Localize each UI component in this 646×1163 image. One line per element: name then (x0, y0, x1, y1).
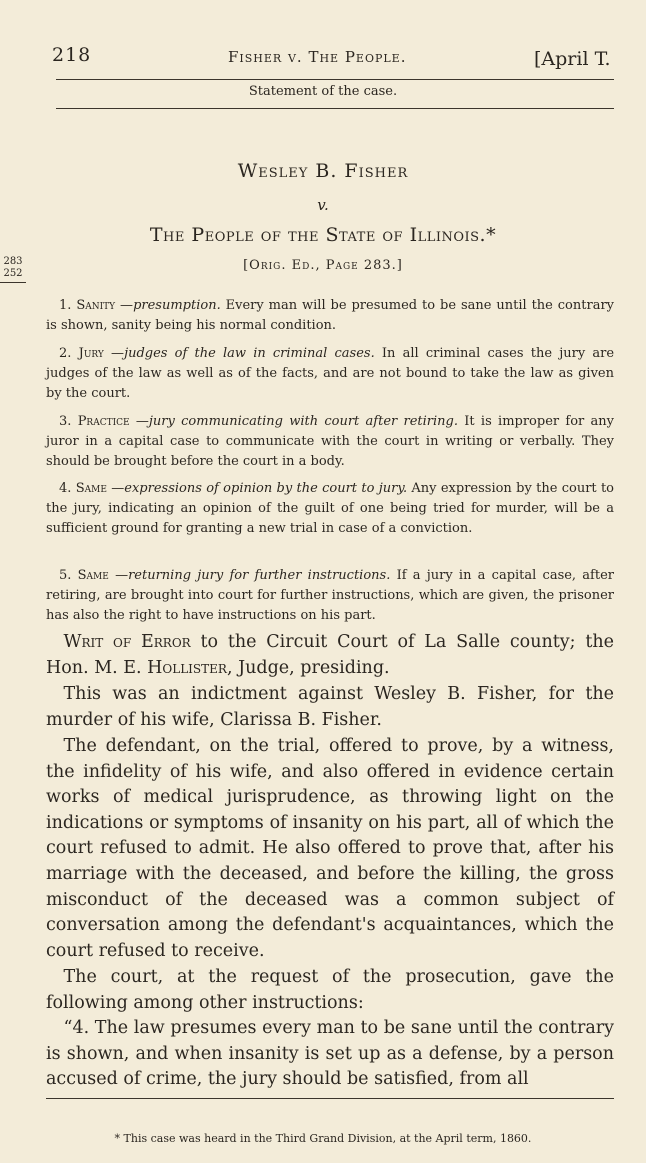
footnote: * This case was heard in the Third Grand Division, at the April term, 1860. (114, 1132, 532, 1145)
margin-citation (0, 256, 26, 283)
headnote-topic: Same (75, 481, 107, 496)
headnote: 5. Same —returning jury for further instructions. If a jury in a capital case, after retiring, are brought into court for further instructions, which are given, the prisoner has also the right to have instructions on his part. (46, 568, 614, 623)
headnote-text: In all criminal cases the jury are judges of the law as well as of the facts, and are not bound to take the law as given by the court. (46, 346, 615, 401)
margin-citation-top: 283 (3, 256, 23, 267)
headnote-topic: Jury (78, 346, 104, 361)
headnote-text: Any expression by the court to the jury, indicating an opinion of the guilt of one being tried for murder, will be a sufficient ground for granting a new trial in case of a conviction. (46, 481, 614, 536)
statement-rule (56, 108, 614, 109)
judge-name: M. E. Hollister (94, 657, 227, 678)
running-head (0, 44, 646, 78)
headnote-subtopic: judges of the law in criminal cases. (124, 346, 375, 361)
headnote-text: It is improper for any juror in a capital case to communicate with the court in writing or verbally. They should be brought before the court in a body. (46, 414, 614, 469)
headnote: 1. Sanity —presumption. Every man will be presumed to be sane until the contrary is shown, sanity being his normal condition. (46, 298, 615, 333)
body-paragraph: The defendant, on the trial, offered to prove, by a witness, the infidelity of his wife, and also offered in evidence certain works of medical jurisprudence, as throwing light on the indications or symptoms of insanity on his part, all of which the court refused to admit. He also offered to prove that, after his marriage with the deceased, and before the killing, the gross misconduct of the deceased was a common subject of conversation among the defendant's acquaintances, which the court refused to receive. (46, 736, 614, 961)
body-paragraph: “4. The law presumes every man to be sane until the contrary is shown, and when insanity is set up as a defense, by a person accused of crime, the jury should be satisfied, from all (46, 1018, 614, 1090)
running-term: [April T. (534, 48, 611, 70)
margin-citation-rule (0, 282, 26, 283)
original-edition-ref: [Orig. Ed., Page 283.] (243, 258, 403, 273)
headnote-topic: Practice (77, 414, 130, 429)
margin-citation-bottom: 252 (3, 268, 23, 279)
body-paragraph: The court, at the request of the prosecution, gave the following among other instructions: (46, 967, 614, 1013)
case-versus: v. (317, 196, 329, 214)
header-rule (56, 79, 614, 80)
statement-label: Statement of the case. (248, 84, 398, 99)
case-plaintiff: Wesley B. Fisher (237, 160, 409, 182)
headnote-topic: Same (77, 568, 109, 583)
headnote: 2. Jury —judges of the law in criminal cases. In all criminal cases the jury are judges of the law as well as of the facts, and are not bound to take the law as given by the court. (46, 346, 615, 401)
page-number: 218 (52, 44, 92, 66)
headnote-subtopic: jury communicating with court after retiring. (148, 414, 459, 429)
headnote-subtopic: presumption. (133, 298, 221, 313)
headnote-subtopic: expressions of opinion by the court to jury. (124, 481, 408, 496)
headnote-text: If a jury in a capital case, after retiring, are brought into court for further instructions, which are given, the prisoner has also the right to have instructions on his part. (46, 568, 614, 623)
headnote-text: Every man will be presumed to be sane until the contrary is shown, sanity being his normal condition. (46, 298, 615, 333)
running-title: Fisher v. The People. (228, 48, 407, 66)
body-paragraph: Writ of Error to the Circuit Court of La Salle county; the Hon. M. E. Hollister, Judge, presiding. (46, 632, 614, 678)
writ-lead: Writ of Error (63, 632, 191, 652)
headnote-subtopic: returning jury for further instructions. (128, 568, 391, 583)
headnote: 3. Practice —jury communicating with court after retiring. It is improper for any juror in a capital case to communicate with the court in writing or verbally. They should be brought before the court in a body. (46, 414, 614, 469)
headnote: 4. Same —expressions of opinion by the court to jury. Any expression by the court to the jury, indicating an opinion of the guilt of one being tried for murder, will be a sufficient ground for granting a new trial in case of a conviction. (46, 481, 614, 536)
body-paragraph: This was an indictment against Wesley B. Fisher, for the murder of his wife, Clarissa B. Fisher. (46, 684, 614, 730)
case-defendant: The People of the State of Illinois.* (149, 224, 497, 246)
footnote-rule (46, 1098, 614, 1099)
headnote-topic: Sanity (76, 298, 116, 313)
